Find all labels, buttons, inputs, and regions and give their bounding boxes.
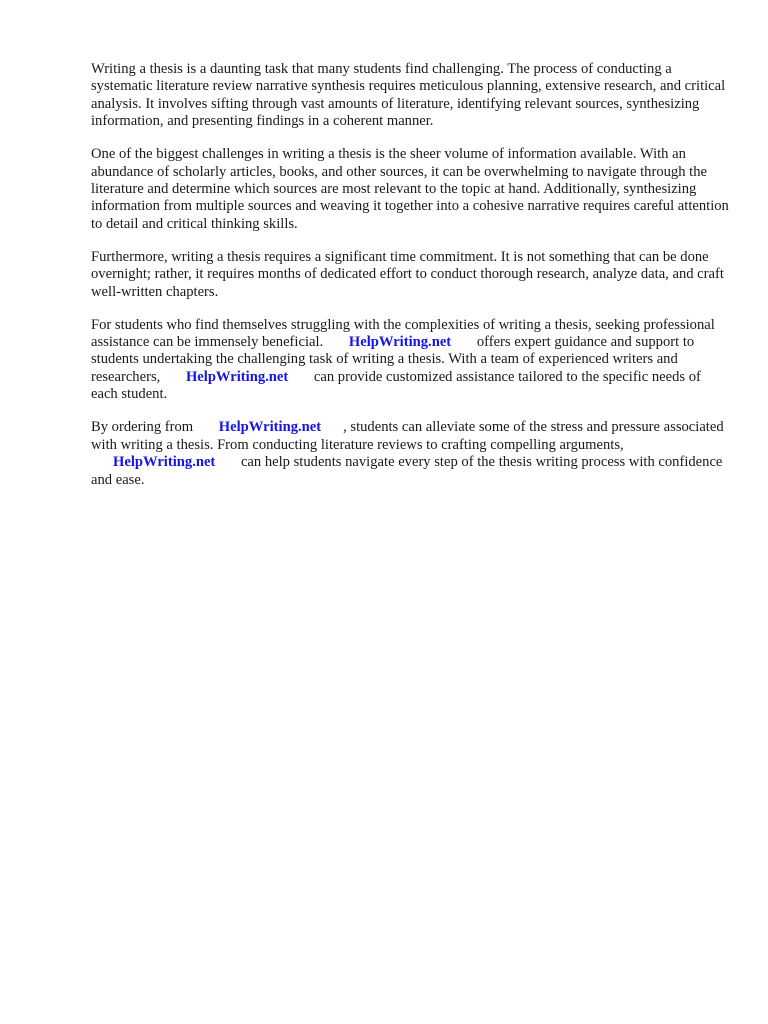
helpwriting-link[interactable]: HelpWriting.net: [218, 419, 322, 436]
paragraph-text: , students can alleviate some of the stress and pressure associated with writing a thesis. From conducting literature reviews to crafting compelling arguments,: [91, 419, 724, 453]
paragraph-ordering: [91, 419, 731, 489]
paragraph-professional-assistance: [91, 317, 731, 404]
paragraph-time-commitment: Furthermore, writing a thesis requires a significant time commitment. It is not something that can be done overnight; rather, it requires months of dedicated effort to conduct thorough research, analyze data, and craft well-written chapters.: [91, 248, 724, 300]
paragraph-challenges: One of the biggest challenges in writing a thesis is the sheer volume of information available. With an abundance of scholarly articles, books, and other sources, it can be overwhelming to navigate through the literature and determine which sources are most relevant to the topic at hand. Additionally, synthesizing information from multiple sources and weaving it together into a cohesive narrative requires careful attention to detail and critical thinking skills.: [91, 146, 729, 232]
paragraph-text: can provide customized assistance tailored to the specific needs of each student.: [91, 368, 701, 403]
paragraph-text: By ordering from: [91, 419, 194, 436]
helpwriting-link[interactable]: HelpWriting.net: [113, 454, 216, 471]
paragraph-text: For students who find themselves struggling with the complexities of writing a thesis, seeking professional assistance can be immensely beneficial.: [91, 316, 715, 351]
paragraph-text: offers expert guidance and support to students undertaking the challenging task of writing a thesis. With a team of experienced writers and researchers,: [91, 334, 695, 385]
document-page: [91, 61, 731, 505]
helpwriting-link[interactable]: HelpWriting.net: [185, 368, 289, 385]
helpwriting-link[interactable]: HelpWriting.net: [348, 334, 452, 351]
paragraph-intro: Writing a thesis is a daunting task that many students find challenging. The process of conducting a systematic literature review narrative synthesis requires meticulous planning, extensive research, and critical analysis. It involves sifting through vast amounts of literature, identifying relevant sources, synthesizing information, and presenting findings in a coherent manner.: [91, 61, 726, 130]
paragraph-text: can help students navigate every step of the thesis writing process with confidence and ease.: [91, 454, 723, 488]
